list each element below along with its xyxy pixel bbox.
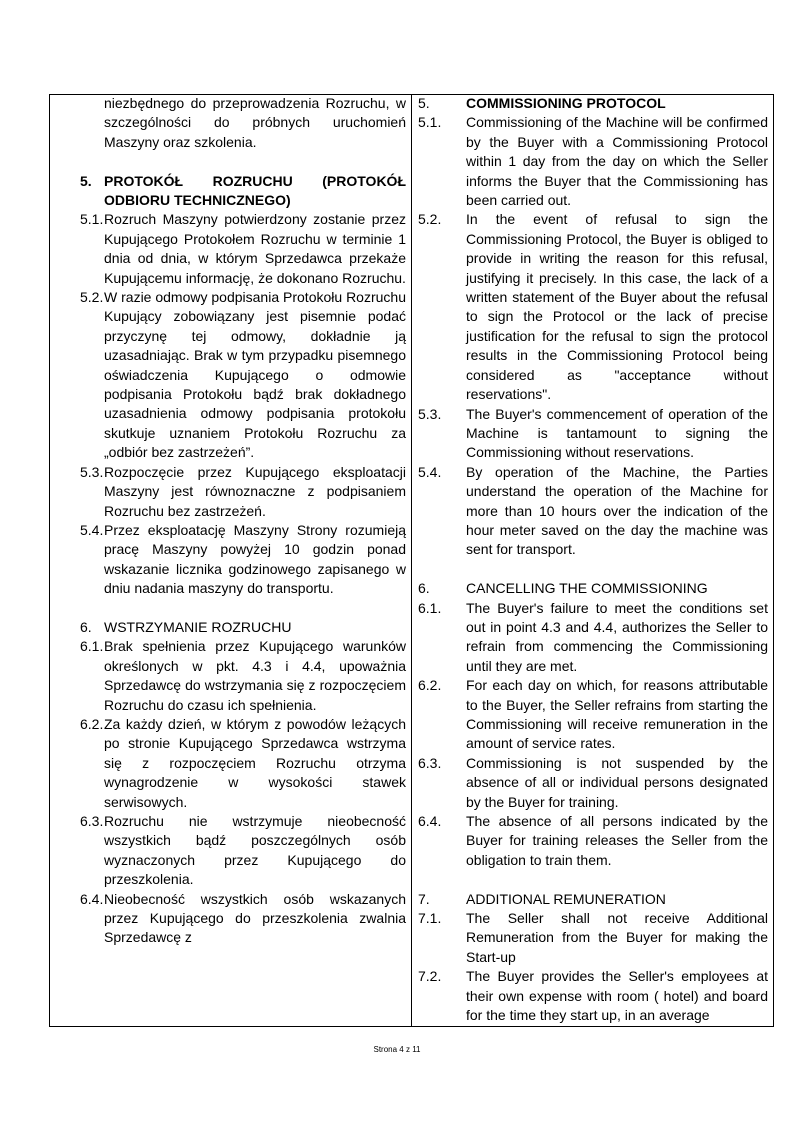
clause-row xyxy=(56,715,406,812)
clause-number: 6.2. xyxy=(418,677,442,694)
clause-number xyxy=(56,94,104,152)
section-number: 5. xyxy=(418,95,430,111)
clause-number: 5.1. xyxy=(418,114,442,131)
section-heading-row xyxy=(418,94,768,113)
section-heading: COMMISSIONING PROTOCOL xyxy=(466,95,666,111)
section-heading: PROTOKÓŁ ROZRUCHU (PROTOKÓŁ ODBIORU TECHNICZNEGO) xyxy=(104,172,406,209)
clause-number: 5.1. xyxy=(80,211,104,228)
clause-text: Za każdy dzień, w którym z powodów leżących po stronie Kupującego Sprzedawca wstrzyma się z rozpoczęciem Rozruchu otrzyma wynagrodzenie w wysokości stawek serwisowych. xyxy=(104,715,406,810)
clause-row xyxy=(418,405,768,463)
clause-text: Przez eksploatację Maszyny Strony rozumieją pracę Maszyny powyżej 10 godzin ponad wskazanie licznika godzinowego zapisanego w dniu nadania maszyny do transportu. xyxy=(104,521,406,597)
section-number: 6. xyxy=(80,618,92,635)
clause-text: niezbędnego do przeprowadzenia Rozruchu, w szczególności do próbnych uruchomień Maszyny oraz szkolenia. xyxy=(104,95,406,150)
section-heading: WSTRZYMANIE ROZRUCHU xyxy=(104,618,292,635)
polish-column xyxy=(56,94,406,948)
page-number-footer: Strona 4 z 11 xyxy=(373,1045,421,1054)
clause-number: 5.4. xyxy=(80,521,104,538)
section-heading-row xyxy=(56,172,406,211)
section-heading-row xyxy=(418,890,768,909)
section-number: 7. xyxy=(418,890,430,907)
clause-number: 5.3. xyxy=(418,405,442,422)
clause-row xyxy=(56,637,406,715)
section-number: 6. xyxy=(418,580,430,597)
clause-text: By operation of the Machine, the Parties understand the operation of the Machine for more than 10 hours over the indication of the hour meter saved on the day the machine was sent for transport. xyxy=(466,463,768,558)
clause-text: The absence of all persons indicated by the Buyer for training releases the Seller from the obligation to train them. xyxy=(466,813,768,868)
clause-text: The Buyer's commencement of operation of the Machine is tantamount to signing the Commissioning without reservations. xyxy=(466,405,768,461)
clause-text: Rozpoczęcie przez Kupującego eksploatacji Maszyny jest równoznaczne z podpisaniem Rozruchu bez zastrzeżeń. xyxy=(104,463,406,519)
clause-number: 5.2. xyxy=(418,211,442,228)
clause-row xyxy=(418,967,768,1025)
clause-number: 6.2. xyxy=(80,715,104,732)
clause-text: In the event of refusal to sign the Commissioning Protocol, the Buyer is obliged to provide in writing the reason for this refusal, justifying it precisely. In this case, the lack of a written statement of the Buyer about the refusal to sign the Protocol or the lack of precise justification for the refusal to sign the protocol results in the Commissioning Protocol being considered as "acceptance without reservations". xyxy=(466,211,768,403)
clause-row xyxy=(418,909,768,967)
clause-number: 5.3. xyxy=(80,463,104,480)
clause-number: 6.1. xyxy=(80,638,104,655)
clause-number: 6.4. xyxy=(80,890,104,907)
clause-text: The Buyer provides the Seller's employees at their own expense with room ( hotel) and board for the time they start up, in an average xyxy=(466,968,768,1024)
clause-row xyxy=(418,113,768,210)
clause-row xyxy=(56,812,406,890)
clause-row xyxy=(418,463,768,560)
clause-row xyxy=(56,94,406,152)
clause-row xyxy=(56,521,406,599)
clause-text: For each day on which, for reasons attributable to the Buyer, the Seller refrains from starting the Commissioning will receive remuneration in the amount of service rates. xyxy=(466,677,768,752)
section-heading: ADDITIONAL REMUNERATION xyxy=(466,890,666,907)
clause-text: Rozruch Maszyny potwierdzony zostanie przez Kupującego Protokołem Rozruchu w terminie 1 dnia od dnia, w którym Sprzedawca przekaże Kupującemu informację, że dokonano Rozruchu. xyxy=(104,211,406,286)
clause-number: 5.4. xyxy=(418,463,442,480)
clause-text: Nieobecność wszystkich osób wskazanych przez Kupującego do przeszkolenia zwalnia Sprzedawcę z xyxy=(104,890,406,946)
clause-number: 6.1. xyxy=(418,599,442,616)
clause-number: 7.1. xyxy=(418,910,442,927)
clause-number: 6.4. xyxy=(418,813,442,830)
clause-text: Commissioning is not suspended by the absence of all or individual persons designated by the Buyer for training. xyxy=(466,754,768,810)
clause-number: 7.2. xyxy=(418,968,442,985)
column-divider xyxy=(411,94,412,1027)
clause-row xyxy=(418,599,768,677)
clause-row xyxy=(418,812,768,870)
section-heading-row xyxy=(418,579,768,598)
clause-row xyxy=(56,210,406,288)
english-column xyxy=(418,94,768,1025)
clause-row xyxy=(56,890,406,948)
clause-text: W razie odmowy podpisania Protokołu Rozruchu Kupujący zobowiązany jest pisemnie podać przyczynę tej odmowy, dokładnie ją uzasadniając. Brak w tym przypadku pisemnego oświadczenia Kupującego o odmowie podpisania Protokołu bądź brak dokładnego uzasadnienia odmowy podpisania protokołu skutkuje uznaniem Protokołu Rozruchu za „odbiór bez zastrzeżeń”. xyxy=(104,289,406,461)
clause-row xyxy=(418,210,768,404)
section-heading-row xyxy=(56,618,406,637)
clause-row xyxy=(56,288,406,463)
section-heading: CANCELLING THE COMMISSIONING xyxy=(466,580,708,597)
clause-number: 6.3. xyxy=(418,754,442,771)
clause-number: 6.3. xyxy=(80,813,104,829)
clause-text: Brak spełnienia przez Kupującego warunków określonych w pkt. 4.3 i 4.4, upoważnia Sprzedawcę do wstrzymania się z rozpoczęciem Rozruchu do czasu ich spełnienia. xyxy=(104,638,406,713)
clause-row xyxy=(418,754,768,812)
clause-row xyxy=(418,676,768,754)
clause-text: Rozruchu nie wstrzymuje nieobecność wszystkich bądź poszczególnych osób wyznaczonych przez Kupującego do przeszkolenia. xyxy=(104,813,406,888)
clause-text: Commissioning of the Machine will be confirmed by the Buyer with a Commissioning Protocol within 1 day from the day on which the Seller informs the Buyer that the Commissioning has been carried out. xyxy=(466,114,768,209)
clause-row xyxy=(56,463,406,521)
clause-number: 5.2. xyxy=(80,289,104,306)
section-number: 5. xyxy=(80,172,92,189)
clause-text: The Seller shall not receive Additional Remuneration from the Buyer for making the Start-up xyxy=(466,910,768,965)
clause-text: The Buyer's failure to meet the conditions set out in point 4.3 and 4.4, authorizes the Seller to refrain from commencing the Commissioning until they are met. xyxy=(466,599,768,674)
